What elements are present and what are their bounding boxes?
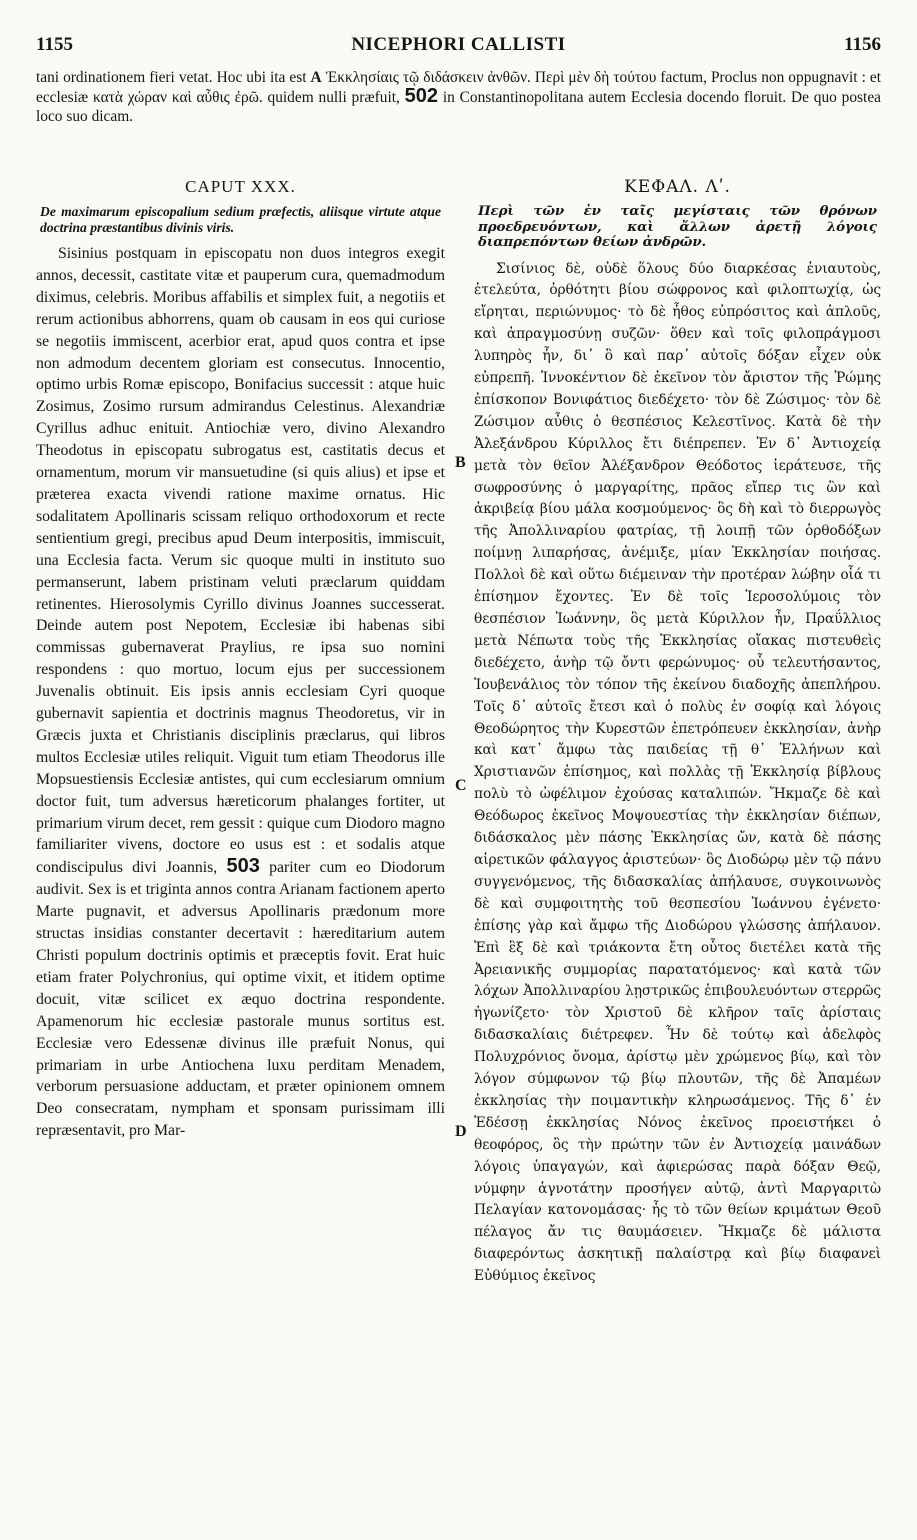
- intro-text-c: in Constantinopolitana autem Ecclesia docendo floruit. De quo postea loco suo dicam.: [36, 89, 881, 125]
- latin-column: [36, 176, 445, 1142]
- margin-marker-a: A: [310, 69, 322, 86]
- running-title: NICEPHORI CALLISTI: [351, 34, 566, 55]
- running-header: [36, 34, 881, 60]
- greek-chapter-subtitle: Περὶ τῶν ἐν ταῖς μεγίσταις τῶν θρόνων προεδρευόντων, καὶ ἄλλων ἀρετῇ λόγοις διαπρεπόντων θείων ἀνδρῶν.: [478, 203, 877, 250]
- margin-marker-c: C: [455, 777, 467, 794]
- intro-text-a: tani ordinationem fieri vetat. Hoc ubi ita est: [36, 69, 311, 86]
- latin-body-part-2: pariter cum eo Diodorum audivit. Sex is et triginta annos contra Arianam factionem aperto Marte pugnavit, et adversus Apollinaris prædonum more structas insidias constanter decertavit : hæreditarium autem Christi populum doctrinis optimis et præceptis fovit. Erat huic etiam frater Polychronius, qui optime vixit, et itidem optime docuit, vitæ scilicet ex æquo doctrina respondente. Apamenorum hic ecclesiæ pastorale munus sortitus est. Ecclesiæ vero Edessenæ divinus ille præfuit Nonus, qui primariam in urbe Antiochena luxu perditam Menadem, verborum persuasione adductam, et præter opinionem omnem Deo consecratam, nympham et sponsam purissimam illi repræsentavit, pro Mar-: [36, 859, 446, 1140]
- page-number-left: 1155: [36, 34, 73, 55]
- intro-paragraph: [36, 68, 881, 126]
- intro-text-b: Ἐκκλησίαις τῷ διδάσκειν ἀνθῶν. Περὶ μὲν δὴ τούτου factum, Proclus non oppugnavit : et ecclesiæ κατὰ χώραν καὶ αὖθις ἐρῶ. quidem nulli præfuit,: [36, 69, 881, 106]
- greek-chapter-heading: ΚΕΦΑΛ. Λʹ.: [624, 177, 731, 197]
- greek-body: Σισίνιος δὲ, οὐδὲ ὅλους δύο διαρκέσας ἐνιαυτοὺς, ἐτελεύτα, ὀρθότητι βίου σώφρονος καὶ φιλοπτωχίᾳ, ὡς εἴρηται, περιώνυμος· τὸ δὲ ἦθος εὐπρόσιτος καὶ ἁπλοῦς, καὶ ἀπραγμοσύνῃ συζῶν· ὅθεν καὶ τοῖς φιλοπράγμοσι λυπηρὸς ἦν, δι᾿ ὃ καὶ παρ᾿ αὐτοῖς δόξαν εἶχεν οὐκ εὐπρεπῆ. Ἰννοκέντιον δὲ ἐκεῖνον τὸν ἄριστον τῆς Ῥώμης ἐπίσκοπον Βονιφάτιος διεδέχετο· τὸν δὲ Ζώσιμος· τὸν δὲ Ζώσιμον αὖθις ὁ θεσπέσιος Κελεστῖνος. Κατὰ δὲ τὴν Ἀλεξάνδρου Κύριλλος ἔτι διέπρεπεν. Ἐν δ᾿ Ἀντιοχείᾳ μετὰ τὸν θεῖον Ἀλέξανδρον Θεόδοτος ἱεράτευσε, τῆς σωφροσύνης ὁ μαργαρίτης, πρᾶος εἴπερ τις ὢν καὶ ἀκριβείᾳ βίου μάλα κοσμούμενος· ὃς δὴ καὶ τὸ διερρωγὸς τῆς Ἀπολλιναρίου φατρίας, τῇ λοιπῇ τῶν ὀρθοδόξων ποίμνῃ λιπαρήσας, ἀνέμιξε, μίαν Ἐκκλησίαν ποιήσας. Πολλοὶ δὲ καὶ οὕτω διέμειναν τὴν προτέραν λώβην οἷά τι ἐπίσημον ἔχοντες. Ἐν δὲ τοῖς Ἱεροσολύμοις τὸν θεσπέσιον Ἰωάννην, ὃς μετὰ Κύριλλον ἦν, Πραΰλλιος μετὰ Νέπωτα τοὺς τῆς Ἐκκλησίας οἴακας πιστευθεὶς διεδέχετο, ἀνὴρ τῷ ὄντι φερώνυμος· οὗ τελευτήσαντος, Ἰουβενάλιος τὸν τόπον τῆς ἐκείνου διαδοχῆς ἀπεπλήρου. Τοῖς δ᾿ αὐτοῖς ἔτεσι καὶ ὁ πολὺς ἐν σοφίᾳ καὶ λόγοις Θεοδώρητος τὴν Κυρεστῶν ἐπετρόπευεν ἐκκλησίαν, ἀνὴρ καὶ κατ᾿ ἄμφω τὰς παιδείας τῇ θ᾿ Ἑλλήνων καὶ Χριστιανῶν ἐπίσημος, καὶ πολλὰς τῇ Ἐκκλησίᾳ βίβλους πολὺ τὸ ὠφέλιμον ἐχούσας καταλιπών. Ἤκμαζε δὲ καὶ Θεόδωρος ἐκεῖνος Μοψουεστίας τὴν ἐκκλησίαν διέπων, διδάσκαλος μὲν πάσης Ἐκκλησίας ὤν, κατὰ δὲ πάσης αἱρετικῶν φάλαγγος ἀριστεύων· ὃς Διοδώρῳ μὲν τῷ πάνυ συγγενόμενος, τῆς διδασκαλίας ἀπήλαυσε, συγκοινωνὸς δὲ καὶ συμφοιτητὴς τοῦ θεσπεσίου Ἰωάννου ἐγένετο· ἐπίσης γὰρ καὶ ἄμφω τῆς Διοδώρου γλώσσης ἀπήλαυον. Ἐπὶ ἓξ δὲ καὶ τριάκοντα ἔτη οὗτος διετέλει κατὰ τῆς Ἀρειανικῆς συμμορίας παρατατόμενος· καὶ κατὰ τῶν λόχων Ἀπολλιναρίου λῃστρικῶς ἐπιβουλευόντων στερρῶς ἠγωνίζετο· τὸν Χριστοῦ δὲ κλῆρον ταῖς ἀρίσταις διδασκαλίαις διέτρεφεν. Ἦν δὲ τούτῳ καὶ ἀδελφὸς Πολυχρόνιος ὄνομα, ἀρίστῳ μὲν χρώμενος βίῳ, καὶ τὸν λόγον σύμφωνον τῷ βίῳ πλουτῶν, τῆς δὲ Ἀπαμέων ἐκκλησίας τὴν ποιμαντικὴν κληρωσάμενος. Τῆς δ᾿ ἐν Ἐδέσσῃ ἐκκλησίας Νόνος ἐκεῖνος προειστήκει ὁ θεοφόρος, ὃς τὴν πρώτην τῶν ἐν Ἀντιοχείᾳ μαινάδων λόγοις ὑπαγαγών, καὶ ἀφιερώσας παρὰ δόξαν Θεῷ, νύμφην ἁγνοτάτην προσήγεν αὐτῷ, ἀντὶ Μαργαριτὼ Πελαγίαν κατονομάσας· ἧς τὸ τῶν θείων κριμάτων Θεοῦ πέλαγος ἄν τις θαυμάσειεν. Ἤκμαζε δὲ μάλιστα διαφερόντως ἀσκητικῇ παλαίστρᾳ καὶ βίῳ διαφανεὶ Εὐθύμιος ἐκεῖνος: [474, 260, 881, 1285]
- margin-marker-d: D: [455, 1123, 467, 1140]
- edition-page-number: 503: [226, 855, 260, 878]
- margin-marker-b: B: [455, 454, 466, 471]
- latin-body: [36, 243, 445, 1142]
- latin-chapter-heading: CAPUT XXX.: [185, 177, 296, 196]
- greek-column: [474, 176, 881, 1288]
- page-number-right: 1156: [844, 34, 881, 55]
- edition-page-number: 502: [404, 85, 439, 107]
- latin-chapter-subtitle: De maximarum episcopalium sedium præfectis, aliisque virtute atque doctrina præstantibus divinis viris.: [40, 204, 441, 235]
- latin-body-part-1: Sisinius postquam in episcopatu non duos integros exegit annos, decessit, castitate vitæ et pauperum cura, quemadmodum diximus, celebris. Moribus affabilis et simplex fuit, a negotiis et rerum actionibus abhorrens, quam ob causam in eos qui curiose se negotiis immiscent, acerbior erat, apud quos contra et ipse non admodum decentem gloriam est consecutus. Innocentio, optimo urbis Romæ episcopo, Bonifacius successit : atque huic Zosimus, Zosimo rursum admirandus Celestinus. Alexandriæ Cyrillus adhuc enituit. Antiochiæ vero, divino Alexandro Theodotus in episcopatu subrogatus est, castitatis decus et ornamentum, morum vir mansuetudine (si quis alius) et ipse et præterea exacta vivendi ratione maxime ornatus. Hic sodalitatem Apollinaris scissam reliquo orthodoxorum et recte sentientium gregi, precibus apud Deum interpositis, immiscuit, una Ecclesia facta. Verum sic quoque multi in instituto suo permanserunt, labem pristinam veluti præclarum quiddam retinentes. Hierosolymis Cyrillo divinus Joannes successerat. Deinde autem post Nepotem, Ecclesiæ ibi habenas sibi commissas gubernaverat Praylius, re ipsa suo nomini respondens : quo mortuo, locum ejus per successionem Juvenalis obtinuit. Eis ipsis annis ecclesiam Cyri quoque gubernavit sapientia et doctrinis magnus Theodoretus, vir in Græcis juxta et Christianis disciplinis præclarus, qui libros multos Ecclesiæ utiles reliquit. Viguit tum etiam Theodorus ille Mopsuestiensis Ecclesiæ antistes, qui cum ecclesiarum omnium doctor fuit, tum adversus hæreticorum phalanges fortiter, ut primarium virum decet, rem gessit : quique cum Diodoro magno familiariter vivens, doctore eo usus est : et sodalis atque condiscipulus divi Joannis,: [36, 245, 445, 877]
